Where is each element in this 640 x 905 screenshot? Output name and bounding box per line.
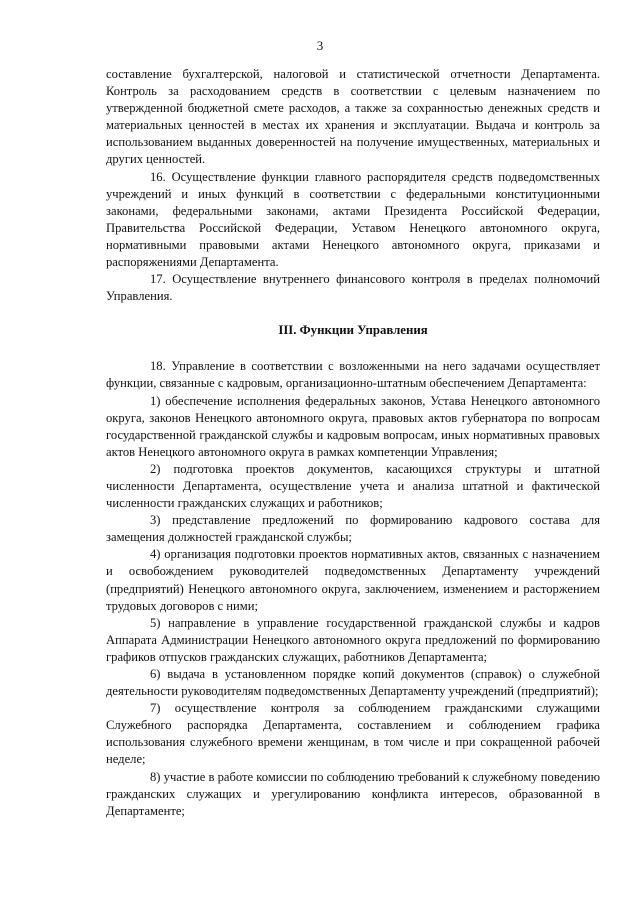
list-item-4: 4) организация подготовки проектов нормативных актов, связанных с назначением и освобождением руководителей подведомственных Департаменту учреждений (предприятий) Ненецкого автономного округа, заключением, изменением и расторжением трудовых договоров с ними; xyxy=(106,547,600,613)
list-item-6: 6) выдача в установленном порядке копий документов (справок) о служебной деятельности руководителям подведомственных Департаменту учреждений (предприятий); xyxy=(106,667,600,699)
paragraph-continuation: составление бухгалтерской, налоговой и статистической отчетности Департамента. Контроль за расходованием средств в соответствии с целевым назначением по утвержденной бюджетной смете расходов, а также за сохранностью денежных средств и материальных ценностей в местах их хранения и эксплуатации. Выдача и контроль за использованием выданных доверенностей на получение имущественных, материальных и других ценностей. xyxy=(106,67,600,167)
paragraph-17: 17. Осуществление внутреннего финансового контроля в пределах полномочий Управления. xyxy=(106,272,600,304)
paragraph-16: 16. Осуществление функции главного распорядителя средств подведомственных учреждений и иных функций в соответствии с федеральными конституционными законами, федеральными законами, актами Президента Российской Федерации, Правительства Российской Федерации, Уставом Ненецкого автономного округа, нормативными правовыми актами Ненецкого автономного округа, приказами и распоряжениями Департамента. xyxy=(106,169,600,270)
list-item-1: 1) обеспечение исполнения федеральных законов, Устава Ненецкого автономного округа, законов Ненецкого автономного округа, правовых актов губернатора по вопросам государственной гражданской службы и кадровым вопросам, иных нормативных правовых актов Ненецкого автономного округа в рамках компетенции Управления; xyxy=(106,393,600,459)
spacer xyxy=(106,339,600,358)
list-item-8: 8) участие в работе комиссии по соблюдению требований к служебному поведению гражданских служащих и урегулированию конфликта интересов, образованной в Департаменте; xyxy=(106,769,600,818)
list-item-2: 2) подготовка проектов документов, касающихся структуры и штатной численности Департамента, осуществление учета и анализа штатной и фактической численности гражданских служащих и работников; xyxy=(106,461,600,511)
spacer xyxy=(106,305,600,322)
section-heading: III. Функции Управления xyxy=(278,323,428,338)
paragraph-18: 18. Управление в соответствии с возложенными на него задачами осуществляет функции, связанные с кадровым, организационно-штатным обеспечением Департамента: xyxy=(106,359,600,391)
list-item-7: 7) осуществление контроля за соблюдением гражданскими служащими Служебного распорядка Департамента, составлением и соблюдением графика использования служебного времени женщинам, в том числе и при сокращенной рабочей неделе; xyxy=(106,701,600,767)
list-item-3: 3) представление предложений по формированию кадрового состава для замещения должностей гражданской службы; xyxy=(106,513,600,545)
list-item-5: 5) направление в управление государственной гражданской службы и кадров Аппарата Администрации Ненецкого автономного округа предложений по формированию графиков отпусков гражданских служащих, работников Департамента; xyxy=(106,615,600,664)
page-number: 3 xyxy=(316,38,324,53)
document-body xyxy=(106,66,600,820)
